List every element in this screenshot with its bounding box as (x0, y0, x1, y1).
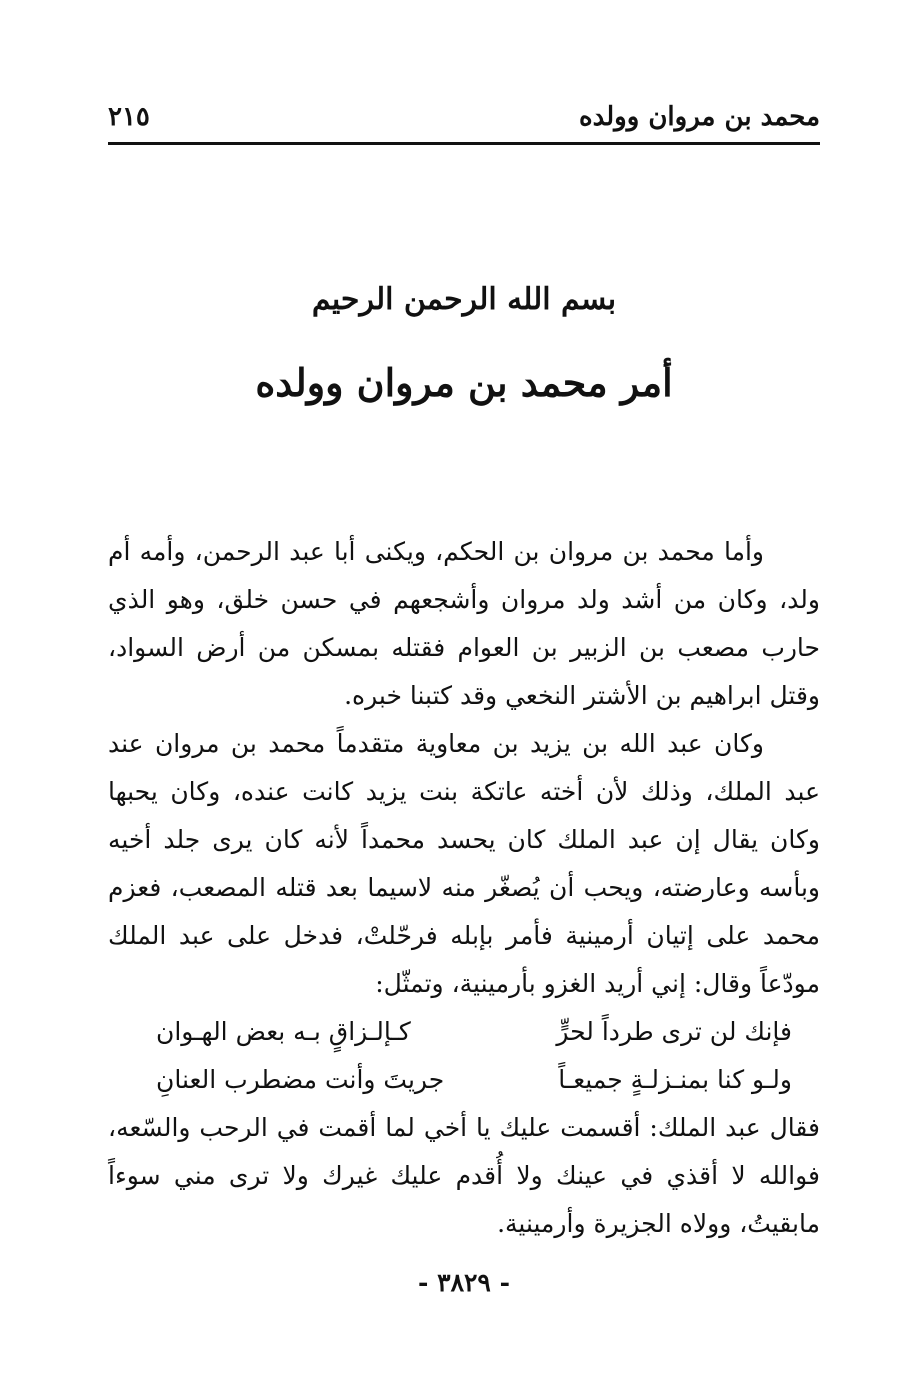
verse-first-hemistich: ولـو كنا بمنـزلـةٍ جميعـاً (558, 1065, 792, 1094)
poem-verse (108, 1056, 820, 1104)
verse-first-hemistich: فإنك لن ترى طرداً لحرٍّ (556, 1017, 792, 1046)
running-head (108, 98, 820, 138)
paragraph: وكان عبد الله بن يزيد بن معاوية متقدماً محمد بن مروان عند عبد الملك، وذلك لأن أخته عاتكة بنت يزيد كانت عنده، وكان يحبها وكان يقال إن عبد الملك كان يحسد محمداً لأنه كان يرى جلد أخيه وبأسه وعارضته، ويحب أن يُصغّر منه لاسيما بعد قتله المصعب، فعزم محمد على إتيان أرمينية فأمر بإبله فرحّلتْ، فدخل على عبد الملك مودّعاً وقال: إني أريد الغزو بأرمينية، وتمثّل: (108, 729, 820, 998)
chapter-title: أمر محمد بن مروان وولده (255, 360, 673, 405)
folio-number: - ٣٨٢٩ - (418, 1268, 510, 1297)
verse-second-hemistich: كـإلـزاقٍ بـه بعض الهـوان (156, 1017, 411, 1046)
header-rule (108, 142, 820, 145)
verse-second-hemistich: جريتَ وأنت مضطرب العنانِ (156, 1065, 445, 1094)
body-text (108, 528, 820, 1248)
paragraph: وأما محمد بن مروان بن الحكم، ويكنى أبا عبد الرحمن، وأمه أم ولد، وكان من أشد ولد مروان وأشجعهم في حسن خلق، وهو الذي حارب مصعب بن الزبير بن العوام فقتله بمسكن من أرض السواد، وقتل ابراهيم بن الأشتر النخعي وقد كتبنا خبره. (108, 537, 820, 710)
basmala: بسم الله الرحمن الرحيم (311, 282, 617, 317)
page-number: ٢١٥ (108, 102, 150, 132)
closing-paragraph: فقال عبد الملك: أقسمت عليك يا أخي لما أقمت في الرحب والسّعه، فوالله لا أقذي في عينك ولا أُقدم عليك غيرك ولا ترى مني سوءاً مابقيتُ، وولاه الجزيرة وأرمينية. (108, 1113, 820, 1238)
poem-verse (108, 1008, 820, 1056)
running-title: محمد بن مروان وولده (578, 102, 820, 132)
poem (108, 1008, 820, 1104)
